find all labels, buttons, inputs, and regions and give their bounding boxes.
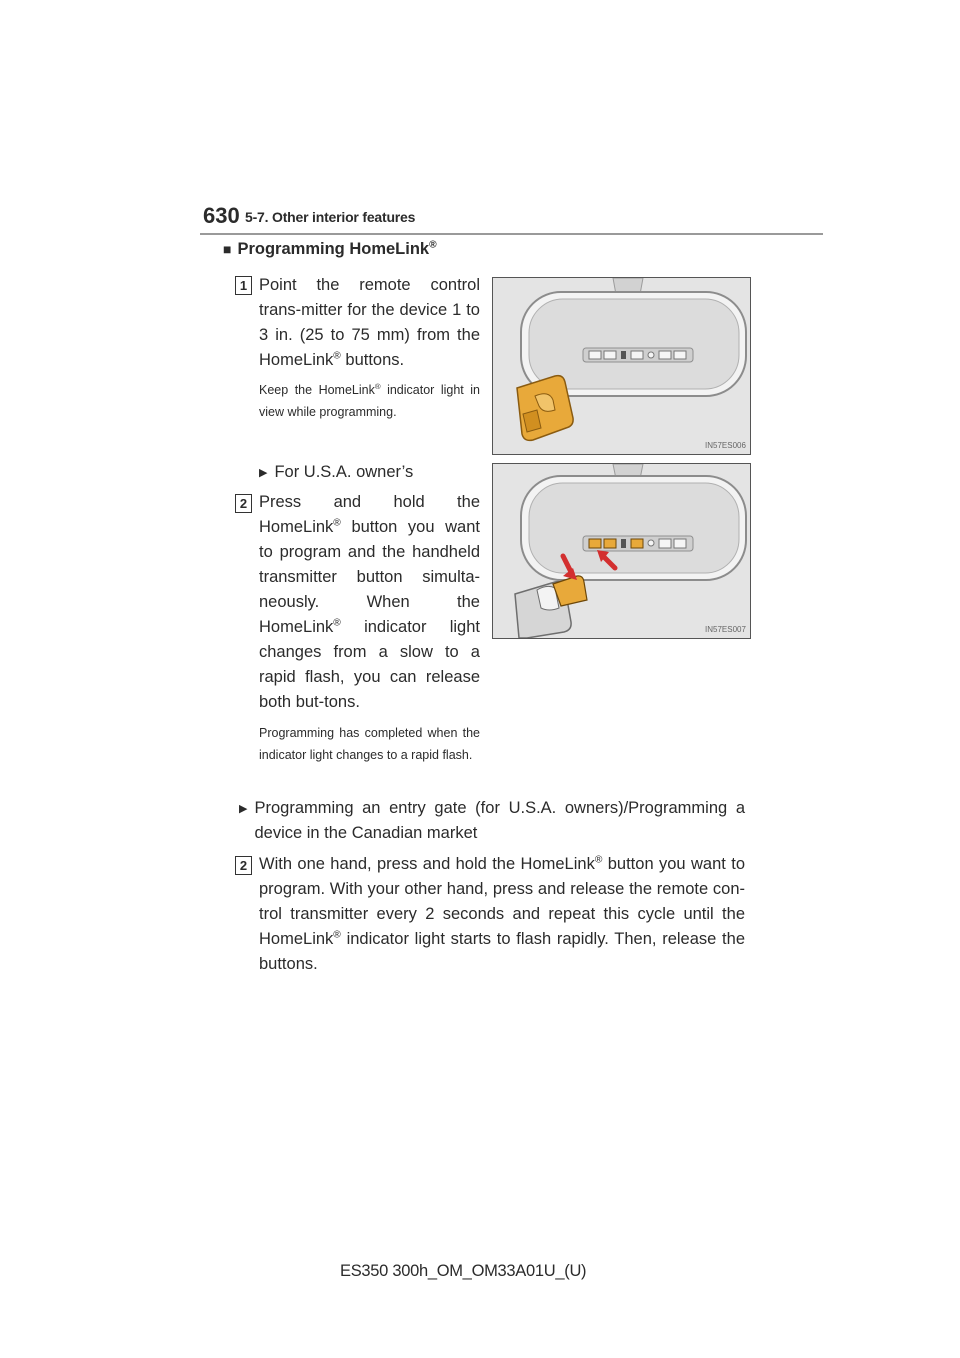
heading-text: Programming HomeLink xyxy=(237,240,430,258)
mirror-illustration-2 xyxy=(493,464,750,638)
figure-code: IN57ES006 xyxy=(705,441,746,450)
step2-text xyxy=(259,490,480,715)
triangle-bullet-icon: ▶ xyxy=(239,803,248,815)
registered-mark: ® xyxy=(333,929,341,941)
figure-mirror-press xyxy=(492,463,751,639)
step1-note-end: indicator light in view while programming. xyxy=(259,383,480,419)
step1-note xyxy=(259,379,480,423)
step1-text-main: Point the remote control trans-mitter for the device 1 to 3 in. (25 to 75 mm) from the HomeLink xyxy=(259,276,480,369)
step1-note-start: Keep the HomeLink xyxy=(259,383,375,397)
step2-text-middle: button you want to program and the handheld transmitter button simulta-neously. When the HomeLink xyxy=(259,518,480,636)
step1-text-end: buttons. xyxy=(340,351,405,369)
registered-mark: ® xyxy=(333,617,341,629)
header-divider xyxy=(200,233,823,235)
step1-text xyxy=(259,273,480,373)
footer-model-code: ES350 300h_OM_OM33A01U_(U) xyxy=(340,1262,587,1280)
step-number-1: 1 xyxy=(235,276,252,295)
registered-mark: ® xyxy=(594,854,603,866)
step2b-text-middle: button you want to program. With your other hand, press and release the remote con-trol transmitter every 2 seconds and repeat this cycle until the HomeLink xyxy=(259,855,745,948)
page-number: 630 xyxy=(203,203,240,228)
square-bullet-icon: ■ xyxy=(223,241,232,257)
triangle-bullet-icon: ▶ xyxy=(259,467,268,479)
section-title: 5-7. Other interior features xyxy=(245,209,416,225)
step2-note: Programming has completed when the indicator light changes to a rapid flash. xyxy=(259,726,480,762)
registered-mark: ® xyxy=(333,517,341,529)
step-number-2: 2 xyxy=(235,494,252,513)
registered-mark: ® xyxy=(333,350,341,362)
step2b-text-start: With one hand, press and hold the HomeLink xyxy=(259,855,595,873)
step2b-text-end: indicator light starts to flash rapidly. Then, release the buttons. xyxy=(259,930,745,973)
registered-mark: ® xyxy=(429,239,437,251)
figure-code: IN57ES007 xyxy=(705,625,746,634)
canada-label xyxy=(239,796,745,846)
step2b-text xyxy=(259,852,745,977)
usa-owner-label xyxy=(259,460,413,486)
step-number-2b: 2 xyxy=(235,856,252,875)
section-heading xyxy=(223,240,437,259)
usa-owner-text: For U.S.A. owner’s xyxy=(274,463,414,481)
registered-mark: ® xyxy=(374,381,381,391)
step2-text-start: Press and hold the HomeLink xyxy=(259,493,480,536)
canada-text: Programming an entry gate (for U.S.A. owners)/Programming a device in the Canadian market xyxy=(254,799,745,842)
step2-text-end: indicator light changes from a slow to a rapid flash, you can release both but-tons. xyxy=(259,618,480,711)
figure-mirror-remote xyxy=(492,277,751,455)
mirror-illustration-1 xyxy=(493,278,750,454)
